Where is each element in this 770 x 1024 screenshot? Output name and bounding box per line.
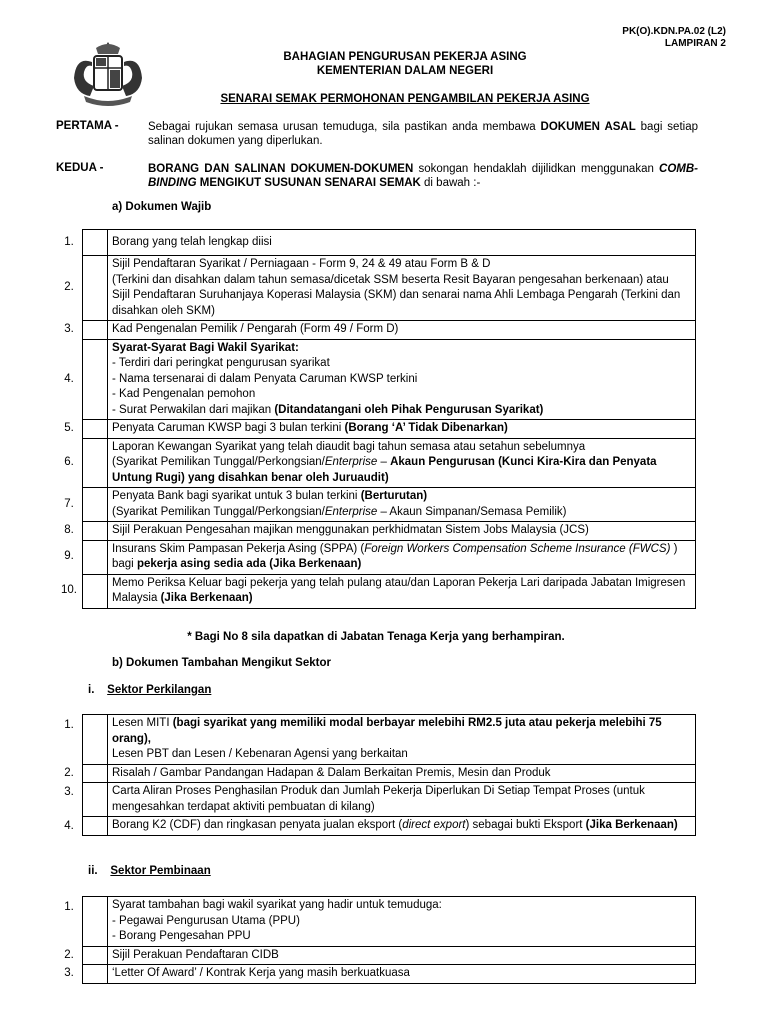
checkbox[interactable]: [83, 540, 108, 574]
table-row: 3. Carta Aliran Proses Penghasilan Produk dan Jumlah Pekerja Diperlukan Di Setiap Tempat Proses (untuk mengesahkan terdapat aktiviti pembuatan di kilang): [56, 783, 696, 817]
table-row: 9. Insurans Skim Pampasan Pekerja Asing (SPPA) (Foreign Workers Compensation Scheme Insurance (FWCS) ) bagi pekerja asing sedia ada (Jika Berkenaan): [56, 540, 696, 574]
checkbox[interactable]: [83, 438, 108, 488]
kedua-text: BORANG DAN SALINAN DOKUMEN-DOKUMEN sokongan hendaklah dijilidkan menggunakan COMB-BINDING MENGIKUT SUSUNAN SENARAI SEMAK di bawah :-: [148, 163, 698, 189]
table-row: 2. Risalah / Gambar Pandangan Hadapan & Dalam Berkaitan Premis, Mesin dan Produk: [56, 764, 696, 783]
sektor-perkilangan-heading: i. Sektor Perkilangan: [88, 684, 212, 696]
checkbox[interactable]: [83, 256, 108, 321]
table-row: 8. Sijil Perakuan Pengesahan majikan menggunakan perkhidmatan Sistem Jobs Malaysia (JCS): [56, 522, 696, 541]
table-row: 2. Sijil Perakuan Pendaftaran CIDB: [56, 946, 696, 965]
table-row: 1. Syarat tambahan bagi wakil syarikat yang hadir untuk temuduga: - Pegawai Pengurusan Utama (PPU) - Borang Pengesahan PPU: [56, 897, 696, 947]
pembinaan-table: [56, 896, 696, 984]
ministry-name: KEMENTERIAN DALAM NEGERI: [316, 65, 494, 77]
checkbox[interactable]: [83, 339, 108, 420]
document-code: [622, 26, 726, 50]
document-title: SENARAI SEMAK PERMOHONAN PENGAMBILAN PEKERJA ASING: [220, 93, 590, 105]
pertama-label: PERTAMA -: [56, 120, 119, 132]
perkilangan-table: [56, 714, 696, 836]
checkbox[interactable]: [83, 946, 108, 965]
checkbox[interactable]: [83, 764, 108, 783]
checkbox[interactable]: [83, 897, 108, 947]
table-row: 3. Kad Pengenalan Pemilik / Pengarah (Form 49 / Form D): [56, 321, 696, 340]
dokumen-wajib-table: [56, 229, 696, 609]
checkbox[interactable]: [83, 817, 108, 836]
checkbox[interactable]: [83, 522, 108, 541]
pertama-text: Sebagai rujukan semasa urusan temuduga, sila pastikan anda membawa DOKUMEN ASAL bagi setiap salinan dokumen yang diperlukan.: [148, 121, 698, 147]
department-name: BAHAGIAN PENGURUSAN PEKERJA ASING: [283, 51, 527, 63]
checkbox[interactable]: [83, 783, 108, 817]
lampiran-label: LAMPIRAN 2: [664, 38, 726, 49]
table-row: 10. Memo Periksa Keluar bagi pekerja yang telah pulang atau/dan Laporan Pekerja Lari daripada Jabatan Imigresen Malaysia (Jika Berkenaan): [56, 574, 696, 608]
checkbox[interactable]: [83, 321, 108, 340]
checkbox[interactable]: [83, 574, 108, 608]
table-row: 4. Borang K2 (CDF) dan ringkasan penyata jualan eksport (direct export) sebagai bukti Eksport (Jika Berkenaan): [56, 817, 696, 836]
table-row: 2. Sijil Pendaftaran Syarikat / Perniagaan - Form 9, 24 & 49 atau Form B & D (Terkini dan disahkan dalam tahun semasa/dicetak SSM beserta Resit Bayaran pengesahan berkenaan) atau Sijil Pendaftaran Suruhanjaya Koperasi Malaysia (SKM) dan senarai nama Ahli Lembaga Pengarah (Terkini dan disahkan oleh SKM): [56, 256, 696, 321]
kedua-label: KEDUA -: [56, 162, 104, 174]
table-row: 7. Penyata Bank bagi syarikat untuk 3 bulan terkini (Berturutan) (Syarikat Pemilikan Tunggal/Perkongsian/Enterprise – Akaun Simpanan/Semasa Pemilik): [56, 488, 696, 522]
checkbox[interactable]: [83, 488, 108, 522]
table-row: 5. Penyata Caruman KWSP bagi 3 bulan terkini (Borang ‘A’ Tidak Dibenarkan): [56, 420, 696, 439]
section-a-heading: a) Dokumen Wajib: [112, 201, 212, 213]
table-row: 1. Lesen MITI (bagi syarikat yang memiliki modal berbayar melebihi RM2.5 juta atau pekerja melebihi 75 orang), Lesen PBT dan Lesen / Kebenaran Agensi yang berkaitan: [56, 715, 696, 765]
sektor-pembinaan-heading: ii. Sektor Pembinaan: [88, 865, 211, 877]
table-row: 1. Borang yang telah lengkap diisi: [56, 230, 696, 256]
table-row: 6. Laporan Kewangan Syarikat yang telah diaudit bagi tahun semasa atau setahun sebelumnya (Syarikat Pemilikan Tunggal/Perkongsian/Enterprise – Akaun Pengurusan (Kunci Kira-Kira dan Penyata Untung Rugi) yang disahkan benar oleh Juruaudit): [56, 438, 696, 488]
table-row: 3. ‘Letter Of Award’ / Kontrak Kerja yang masih berkuatkuasa: [56, 965, 696, 984]
checkbox[interactable]: [83, 715, 108, 765]
checkbox[interactable]: [83, 420, 108, 439]
checkbox[interactable]: [83, 965, 108, 984]
checkbox[interactable]: [83, 230, 108, 256]
table-row: 4. Syarat-Syarat Bagi Wakil Syarikat: - Terdiri dari peringkat pengurusan syarikat - Nama tersenarai di dalam Penyata Caruman KWSP terkini - Kad Pengenalan pemohon - Surat Perwakilan dari majikan (Ditandatangani oleh Pihak Pengurusan Syarikat): [56, 339, 696, 420]
note-text: * Bagi No 8 sila dapatkan di Jabatan Tenaga Kerja yang berhampiran.: [187, 631, 565, 643]
section-b-heading: b) Dokumen Tambahan Mengikut Sektor: [112, 657, 331, 669]
coat-of-arms-icon: [66, 38, 150, 108]
form-code: PK(O).KDN.PA.02 (L2): [622, 26, 726, 37]
